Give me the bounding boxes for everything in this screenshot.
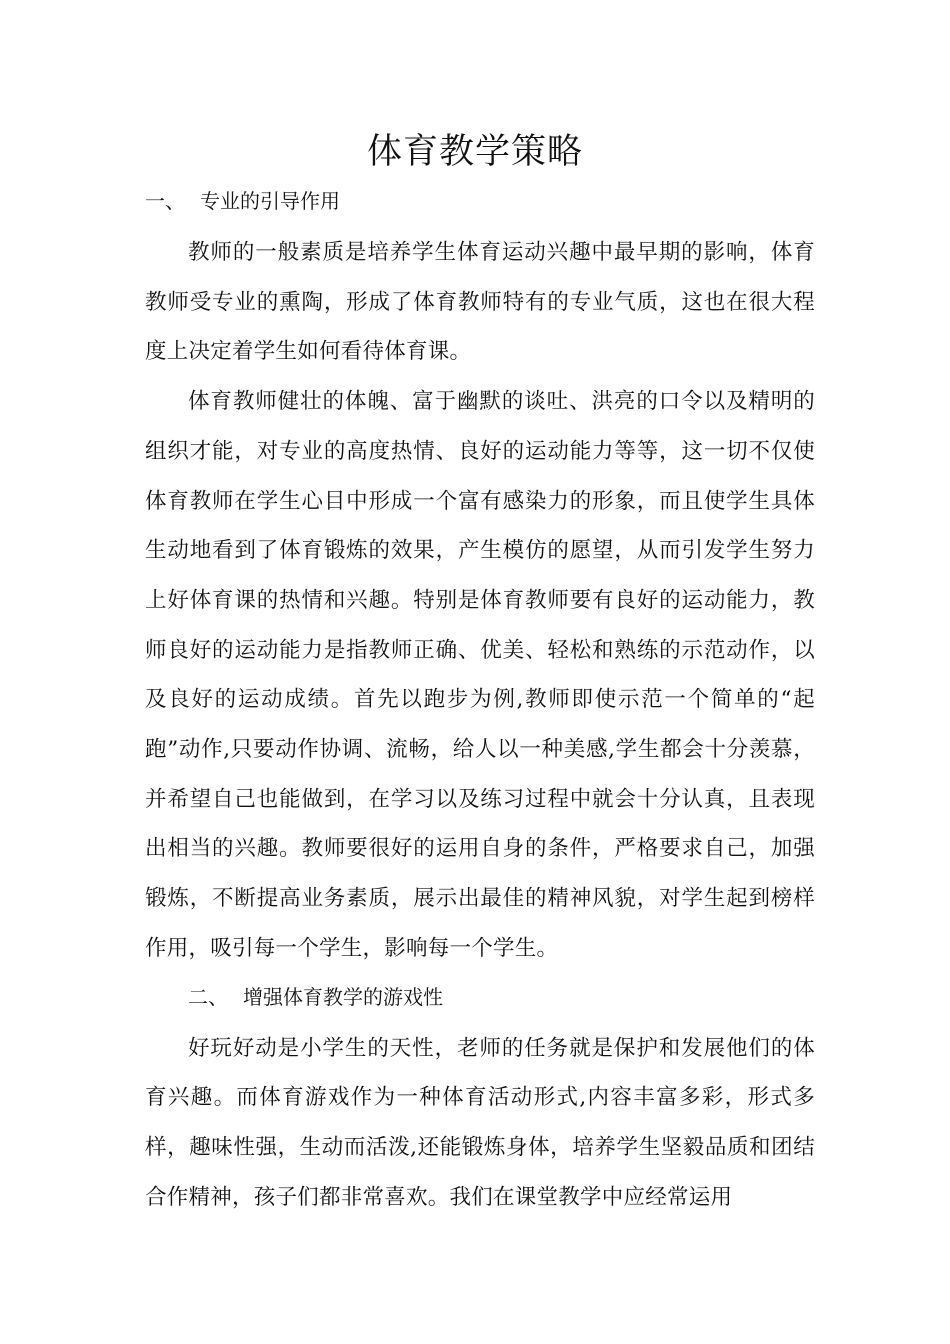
section-number-2: 二、 — [188, 984, 228, 1009]
section-heading-2 — [145, 974, 815, 1020]
paragraph-3: 好玩好动是小学生的天性，老师的任务就是保护和发展他们的体育兴趣。而体育游戏作为一种体育活动形式,内容丰富多彩，形式多样，趣味性强，生动而活泼,还能锻炼身体，培养学生坚毅品质和团结合作精神，孩子们都非常喜欢。我们在课堂教学中应经常运用 — [145, 1035, 815, 1210]
section-heading-text-1: 专业的引导作用 — [200, 189, 340, 213]
section-heading-1 — [145, 178, 815, 224]
paragraph-2: 体育教师健壮的体魄、富于幽默的谈吐、洪亮的口令以及精明的组织才能，对专业的高度热情、良好的运动能力等等，这一切不仅使体育教师在学生心目中形成一个富有感染力的形象，而且使学生具体生动地看到了体育锻炼的效果，产生模仿的愿望，从而引发学生努力上好体育课的热情和兴趣。特别是体育教师要有良好的运动能力，教师良好的运动能力是指教师正确、优美、轻松和熟练的示范动作，以及良好的运动成绩。首先以跑步为例,教师即使示范一个简单的“起跑”动作,只要动作协调、流畅，给人以一种美感,学生都会十分羡慕，并希望自己也能做到，在学习以及练习过程中就会十分认真，且表现出相当的兴趣。教师要很好的运用自身的条件，严格要求自己，加强锻炼，不断提高业务素质，展示出最佳的精神风貌，对学生起到榜样作用，吸引每一个学生，影响每一个学生。 — [145, 389, 815, 961]
document-title: 体育教学策略 — [366, 132, 583, 172]
paragraph-1: 教师的一般素质是培养学生体育运动兴趣中最早期的影响，体育教师受专业的熏陶，形成了体育教师特有的专业气质，这也在很大程度上决定着学生如何看待体育课。 — [145, 240, 815, 365]
section-heading-text-2: 增强体育教学的游戏性 — [243, 984, 443, 1009]
document-body — [145, 178, 815, 1222]
section-number-1: 一、 — [145, 189, 185, 213]
